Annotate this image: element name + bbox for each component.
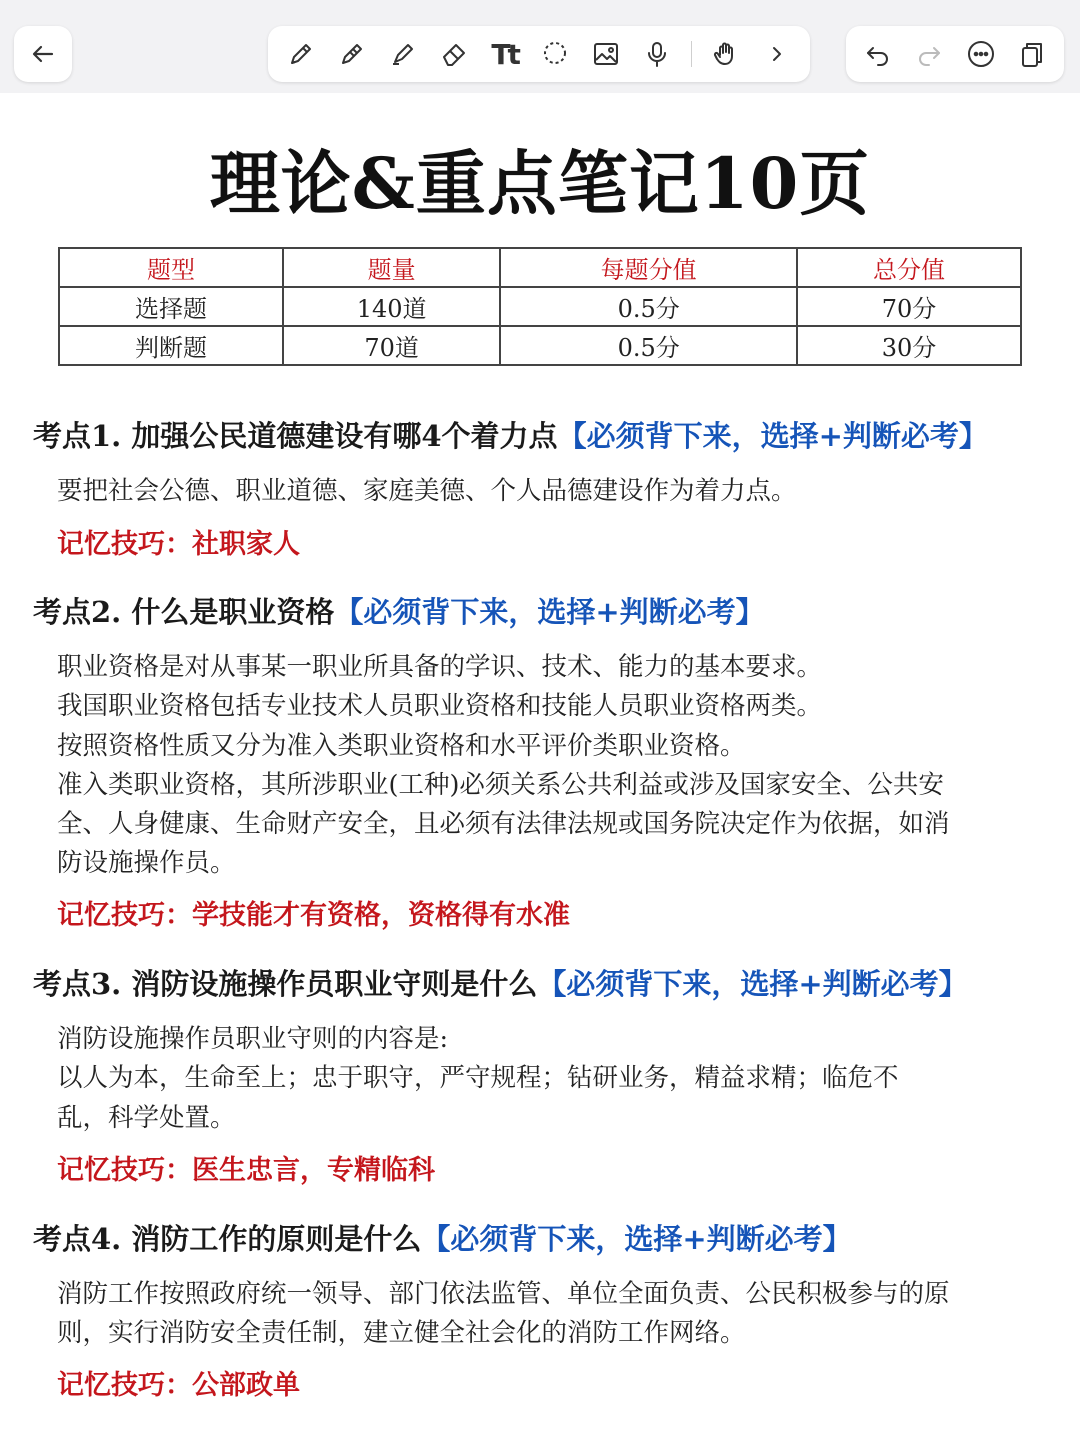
top-toolbar: [0, 0, 1080, 93]
body-line: 乱，科学处置。: [57, 1102, 236, 1133]
redo-icon[interactable]: [912, 37, 946, 71]
section-title: 考点4. 消防工作的原则是什么: [33, 1222, 422, 1256]
table-cell: 140道: [283, 287, 500, 326]
section-tag: 【必须背下来，选择+判断必考】: [334, 595, 765, 629]
hand-icon[interactable]: [709, 37, 743, 71]
text-tool-icon[interactable]: Tt: [491, 37, 518, 71]
table-row: [59, 287, 1021, 326]
table-cell: 0.5分: [500, 326, 797, 365]
memory-tip: 记忆技巧：学技能才有资格，资格得有水准: [57, 900, 570, 931]
table-header-row: [59, 248, 1021, 287]
section-title: 考点3. 消防设施操作员职业守则是什么: [33, 967, 538, 1001]
table-cell: 30分: [797, 326, 1021, 365]
body-line: 则，实行消防安全责任制，建立健全社会化的消防工作网络。: [57, 1318, 746, 1349]
body-line: 要把社会公德、职业道德、家庭美德、个人品德建设作为着力点。: [57, 476, 797, 506]
body-line: 消防工作按照政府统一领导、部门依法监管、单位全面负责、公民积极参与的原: [57, 1279, 950, 1309]
body-line: 全、人身健康、生命财产安全，且必须有法律法规或国务院决定作为依据，如消: [57, 809, 950, 840]
chevron-right-icon[interactable]: [760, 37, 794, 71]
section-body: [57, 648, 1047, 884]
body-line: 职业资格是对从事某一职业所具备的学识、技术、能力的基本要求。: [57, 652, 823, 682]
memory-tip: 记忆技巧：医生忠言，专精临科: [57, 1155, 435, 1186]
more-icon[interactable]: [964, 37, 998, 71]
lasso-icon[interactable]: [538, 37, 572, 71]
pages-icon[interactable]: [1015, 37, 1049, 71]
body-line: 以人为本，生命至上；忠于职守，严守规程；钻研业务，精益求精；临危不: [57, 1063, 899, 1094]
table-cell: 70道: [283, 326, 500, 365]
page-title: 理论&重点笔记10页: [209, 142, 871, 225]
section-body: [57, 1275, 1047, 1354]
table-cell: 判断题: [59, 326, 283, 365]
section-heading: [33, 590, 765, 631]
back-arrow-icon[interactable]: [26, 37, 60, 71]
body-line: 防设施操作员。: [57, 848, 236, 879]
section-heading: [33, 414, 988, 455]
table-header-cell: 题型: [59, 248, 283, 287]
toolbar-divider: [691, 41, 692, 67]
section-body: [57, 472, 1047, 511]
eraser-icon[interactable]: [437, 37, 471, 71]
section-tag: 【必须背下来，选择+判断必考】: [557, 419, 988, 453]
section-heading: [33, 962, 968, 1003]
back-button[interactable]: [14, 26, 72, 82]
history-tools: [846, 26, 1064, 82]
table-row: [59, 326, 1021, 365]
section-tag: 【必须背下来，选择+判断必考】: [537, 967, 968, 1001]
score-table: [58, 247, 1022, 366]
highlighter-icon[interactable]: [386, 37, 420, 71]
table-cell: 70分: [797, 287, 1021, 326]
section-heading: [33, 1217, 852, 1258]
table-header-cell: 题量: [283, 248, 500, 287]
section-title: 考点2. 什么是职业资格: [33, 595, 335, 629]
pen-icon[interactable]: [284, 37, 318, 71]
table-header-cell: 总分值: [797, 248, 1021, 287]
undo-icon[interactable]: [861, 37, 895, 71]
image-icon[interactable]: [589, 37, 623, 71]
mic-icon[interactable]: [640, 37, 674, 71]
section-tag: 【必须背下来，选择+判断必考】: [421, 1222, 852, 1256]
pencil-icon[interactable]: [335, 37, 369, 71]
table-header-cell: 每题分值: [500, 248, 797, 287]
section-body: [57, 1020, 1047, 1138]
body-line: 我国职业资格包括专业技术人员职业资格和技能人员职业资格两类。: [57, 691, 823, 722]
drawing-tools: [268, 26, 810, 82]
body-line: 按照资格性质又分为准入类职业资格和水平评价类职业资格。: [57, 730, 746, 761]
memory-tip: 记忆技巧：社职家人: [57, 529, 300, 560]
body-line: 准入类职业资格，其所涉职业(工种)必须关系公共利益或涉及国家安全、公共安: [57, 769, 944, 800]
body-line: 消防设施操作员职业守则的内容是:: [57, 1024, 449, 1054]
table-cell: 0.5分: [500, 287, 797, 326]
memory-tip: 记忆技巧：公部政单: [57, 1370, 300, 1401]
table-cell: 选择题: [59, 287, 283, 326]
section-title: 考点1. 加强公民道德建设有哪4个着力点: [33, 419, 558, 453]
